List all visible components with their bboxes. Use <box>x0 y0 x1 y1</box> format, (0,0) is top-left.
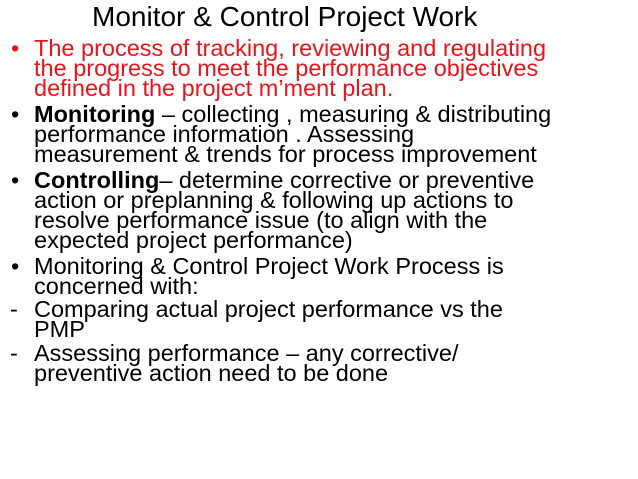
term-monitoring: Monitoring <box>34 101 156 127</box>
slide-title: Monitor & Control Project Work <box>92 1 478 32</box>
sub-item-line: Comparing actual project performance vs the <box>34 296 503 322</box>
bullet-process-concerns <box>0 253 624 386</box>
bullet-process-definition <box>0 35 624 101</box>
bullet-line: measurement & trends for process improvement <box>34 141 537 167</box>
bullet-line: resolve performance issue (to align with the <box>34 207 488 233</box>
sub-item-marker: - <box>10 296 18 322</box>
bullet-line: The process of tracking, reviewing and regulating <box>34 35 547 61</box>
term-definition: – determine corrective or preventive <box>159 167 535 193</box>
bullet-marker: • <box>11 167 20 193</box>
term-definition: – collecting , measuring & distributing <box>155 101 552 127</box>
bullet-monitoring <box>0 101 624 167</box>
bullet-marker: • <box>11 101 20 127</box>
bullet-controlling <box>0 167 624 253</box>
sub-item-line: Assessing performance – any corrective/ <box>34 340 459 366</box>
sub-item-comparing <box>6 296 624 342</box>
bullet-line: performance information . Assessing <box>34 121 415 147</box>
bullet-line: expected project performance) <box>34 227 353 253</box>
sub-list <box>10 296 624 386</box>
bullet-line: Monitoring & Control Project Work Process is <box>34 253 504 279</box>
bullet-line: concerned with: <box>34 273 199 299</box>
bullet-marker: • <box>11 253 20 279</box>
sub-item-line: PMP <box>34 316 85 342</box>
sub-item-marker: - <box>10 340 18 366</box>
sub-item-line: preventive action need to be done <box>34 360 389 386</box>
term-controlling: Controlling <box>34 167 160 193</box>
bullet-line: the progress to meet the performance objectives <box>34 55 539 81</box>
bullet-marker: • <box>11 35 20 61</box>
bullet-line: action or preplanning & following up actions to <box>34 187 514 213</box>
sub-item-assessing <box>6 340 624 386</box>
bullet-line: defined in the project m’ment plan. <box>34 75 394 101</box>
bullet-list <box>0 35 638 389</box>
